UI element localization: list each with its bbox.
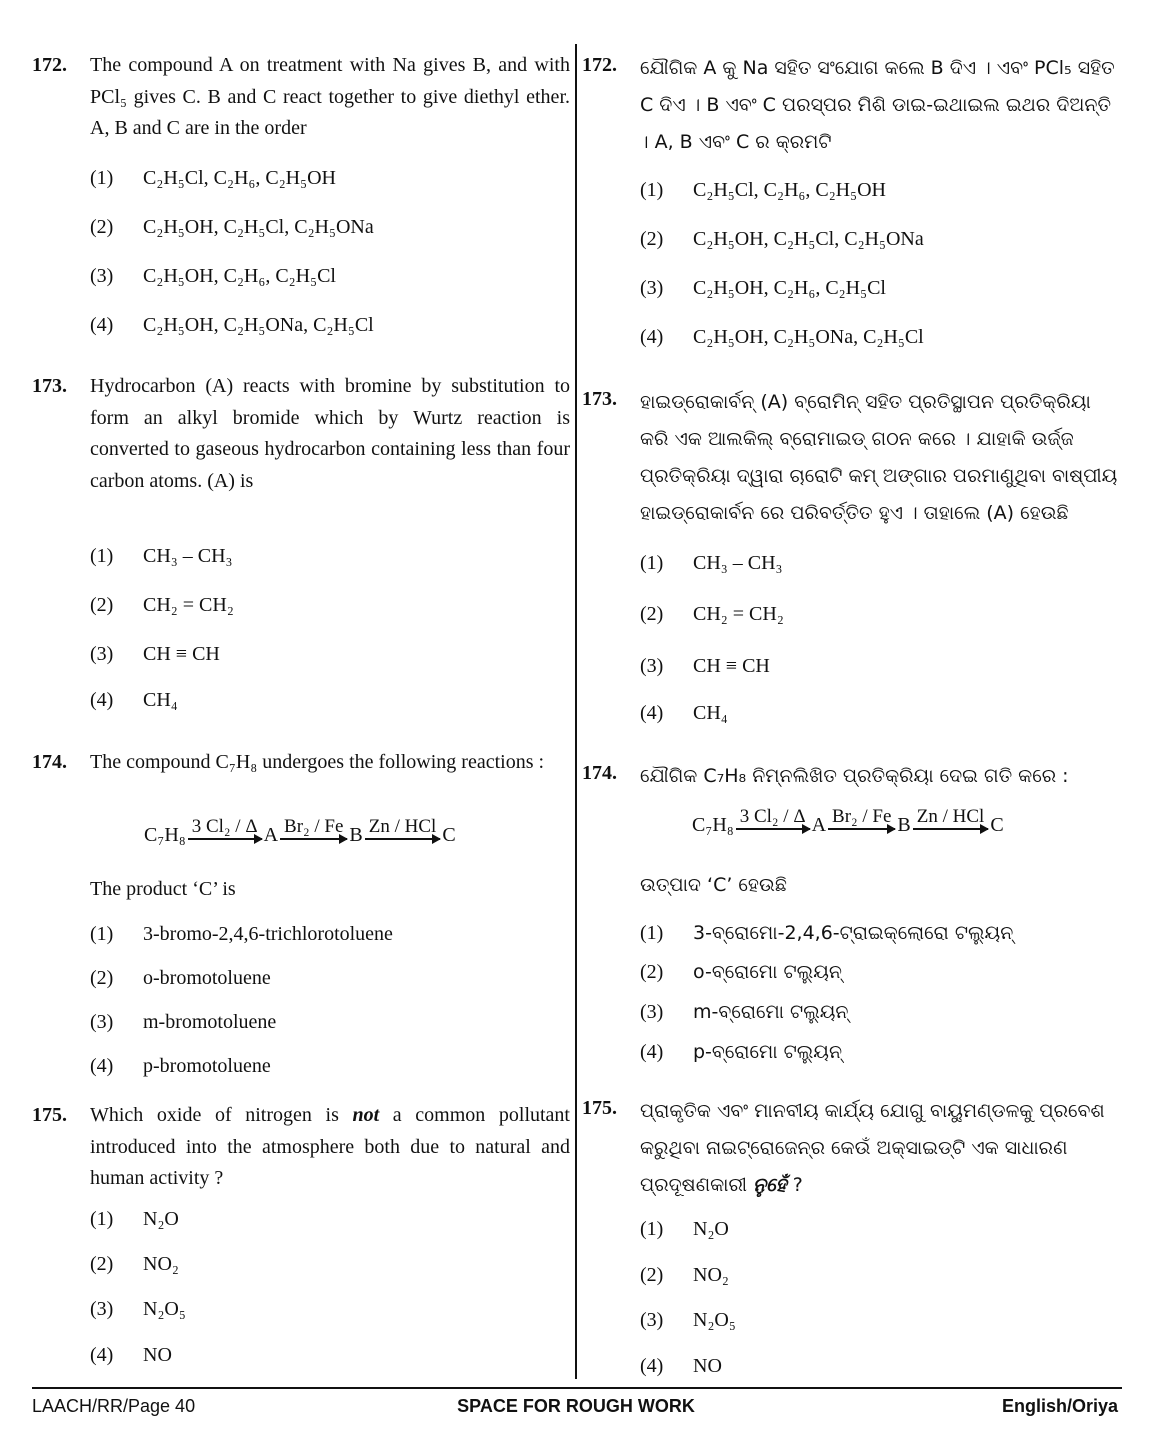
option-175-2-en[interactable]: (2) NO₂	[90, 1253, 179, 1275]
reaction-scheme-or: C₇H₈ 3 Cl₂ / Δ A Br₂ / Fe B Zn / HCl C	[692, 806, 1004, 836]
option-175-4-en[interactable]: (4) NO	[90, 1344, 172, 1366]
question-number: 175.	[32, 1104, 67, 1126]
question-175-en	[32, 1100, 570, 1195]
reaction-arrow: Zn / HCl	[913, 806, 989, 837]
question-number: 172.	[582, 54, 617, 76]
option-173-2-en[interactable]: (2) CH₂ = CH₂	[90, 594, 234, 616]
question-174-en	[32, 747, 570, 779]
option-173-1-en[interactable]: (1) CH₃ – CH₃	[90, 545, 233, 567]
option-172-1-or[interactable]: (1) C₂H₅Cl, C₂H₆, C₂H₅OH	[640, 179, 886, 201]
option-173-4-or[interactable]: (4) CH₄	[640, 702, 728, 724]
question-text: The compound A on treatment with Na gives B, and with PCl₅ gives C. B and C react together to give diethyl ether. A, B and C are in the order	[90, 54, 570, 139]
rough-work-label: SPACE FOR ROUGH WORK	[457, 1396, 695, 1416]
option-175-2-or[interactable]: (2) NO₂	[640, 1264, 729, 1286]
emphasis-not: ନୁହେଁ	[753, 1174, 787, 1196]
question-175-or	[582, 1093, 1120, 1204]
question-text: ଯୌଗିକ C₇H₈ ନିମ୍ନଲିଖିତ ପ୍ରତିକ୍ରିୟା ଦେଇ ଗତି କରେ :	[640, 765, 1069, 787]
option-173-2-or[interactable]: (2) CH₂ = CH₂	[640, 603, 784, 625]
reaction-arrow: Br₂ / Fe	[828, 806, 895, 837]
column-divider	[575, 44, 577, 1379]
question-number: 174.	[582, 762, 617, 784]
option-174-2-or[interactable]: (2) o-ବ୍ରୋମୋ ଟଲ୍ୟୁନ୍	[640, 961, 842, 983]
language-label: English/Oriya	[1001, 1396, 1118, 1416]
question-text: Hydrocarbon (A) reacts with bromine by substitution to form an alkyl bromide which by Wurtz reaction is converted to gaseous hydrocarbon containing less than four carbon atoms. (A) is	[90, 375, 570, 492]
option-172-3-en[interactable]: (3) C₂H₅OH, C₂H₆, C₂H₅Cl	[90, 265, 336, 287]
option-174-4-en[interactable]: (4) p-bromotoluene	[90, 1055, 271, 1077]
reaction-scheme-en: C₇H₈ 3 Cl₂ / Δ A Br₂ / Fe B Zn / HCl C	[144, 816, 456, 846]
page-label: LAACH/RR/Page 40	[32, 1396, 196, 1416]
question-text: The compound C₇H₈ undergoes the following reactions :	[90, 751, 545, 773]
question-number: 173.	[32, 375, 67, 397]
option-174-3-en[interactable]: (3) m-bromotoluene	[90, 1011, 277, 1033]
option-172-3-or[interactable]: (3) C₂H₅OH, C₂H₆, C₂H₅Cl	[640, 277, 886, 299]
option-175-3-or[interactable]: (3) N₂O₅	[640, 1309, 736, 1331]
reaction-arrow: 3 Cl₂ / Δ	[188, 816, 262, 847]
option-175-3-en[interactable]: (3) N₂O₅	[90, 1298, 186, 1320]
option-172-4-or[interactable]: (4) C₂H₅OH, C₂H₅ONa, C₂H₅Cl	[640, 326, 924, 348]
question-text: ହାଇଡ୍ରୋକାର୍ବନ୍ (A) ବ୍ରୋମିନ୍ ସହିତ ପ୍ରତିସ୍ଥାପନ ପ୍ରତିକ୍ରିୟା କରି ଏକ ଆଲକିଲ୍ ବ୍ରୋମାଇଡ୍ ଗଠନ କରେ । ଯାହାକି ଉର୍ଜ୍ଜ ପ୍ରତିକ୍ରିୟା ଦ୍ୱାରା ଚାରୋଟି କମ୍ ଅଙ୍ଗାର ପରମାଣୁଥିବା ବାଷ୍ପୀୟ ହାଇଡ୍ରୋକାର୍ବନ ରେ ପରିବର୍ତ୍ତିତ ହୁଏ । ତାହାଲେ (A) ହେଉଛି	[640, 391, 1118, 524]
option-175-4-or[interactable]: (4) NO	[640, 1355, 722, 1377]
option-172-2-or[interactable]: (2) C₂H₅OH, C₂H₅Cl, C₂H₅ONa	[640, 228, 924, 250]
option-173-4-en[interactable]: (4) CH₄	[90, 689, 178, 711]
question-number: 173.	[582, 388, 617, 410]
question-number: 174.	[32, 751, 67, 773]
option-173-3-en[interactable]: (3) CH ≡ CH	[90, 643, 220, 665]
question-173-en	[32, 371, 570, 497]
reaction-arrow: 3 Cl₂ / Δ	[736, 806, 810, 837]
reaction-arrow: Zn / HCl	[365, 816, 441, 847]
emphasis-not: not	[352, 1104, 380, 1126]
option-172-4-en[interactable]: (4) C₂H₅OH, C₂H₅ONa, C₂H₅Cl	[90, 314, 374, 336]
option-174-2-en[interactable]: (2) o-bromotoluene	[90, 967, 271, 989]
option-175-1-or[interactable]: (1) N₂O	[640, 1218, 729, 1240]
question-number: 175.	[582, 1097, 617, 1119]
question-172-or	[582, 50, 1120, 161]
question-number: 172.	[32, 54, 67, 76]
option-174-1-en[interactable]: (1) 3-bromo-2,4,6-trichlorotoluene	[90, 923, 393, 945]
option-172-2-en[interactable]: (2) C₂H₅OH, C₂H₅Cl, C₂H₅ONa	[90, 216, 374, 238]
question-text: ଯୌଗିକ A କୁ Na ସହିତ ସଂଯୋଗ କଲେ B ଦିଏ । ଏବଂ PCl₅ ସହିତ C ଦିଏ । B ଏବଂ C ପରସ୍ପର ମିଶି ଡାଇ-ଇଥାଇଲ ଇଥର ଦିଅନ୍ତି । A, B ଏବଂ C ର କ୍ରମଟି	[640, 57, 1115, 153]
reaction-arrow: Br₂ / Fe	[280, 816, 347, 847]
question-text: Which oxide of nitrogen is not a common pollutant introduced into the atmosphere both due to natural and human activity ?	[90, 1104, 570, 1189]
question-173-or	[582, 384, 1120, 532]
question-172-en	[32, 50, 570, 145]
option-172-1-en[interactable]: (1) C₂H₅Cl, C₂H₆, C₂H₅OH	[90, 167, 336, 189]
footer-rule	[32, 1387, 1122, 1389]
product-line-or: ଉତ୍ପାଦ ‘C’ ହେଉଛି	[640, 874, 787, 896]
option-173-3-or[interactable]: (3) CH ≡ CH	[640, 655, 770, 677]
option-174-3-or[interactable]: (3) m-ବ୍ରୋମୋ ଟଲ୍ୟୁନ୍	[640, 1001, 849, 1023]
option-174-1-or[interactable]: (1) 3-ବ୍ରୋମୋ-2,4,6-ଟ୍ରାଇକ୍ଲୋରୋ ଟଲ୍ୟୁନ୍	[640, 922, 1014, 944]
option-173-1-or[interactable]: (1) CH₃ – CH₃	[640, 552, 783, 574]
option-174-4-or[interactable]: (4) p-ବ୍ରୋମୋ ଟଲ୍ୟୁନ୍	[640, 1041, 843, 1063]
question-174-or	[582, 758, 1120, 795]
option-175-1-en[interactable]: (1) N₂O	[90, 1208, 179, 1230]
question-text: ପ୍ରାକୃତିକ ଏବଂ ମାନବୀୟ କାର୍ଯ୍ୟ ଯୋଗୁ ବାୟୁମଣ୍ଡଳକୁ ପ୍ରବେଶ କରୁଥିବା ନାଇଟ୍ରୋଜେନ୍‌ର କେଉଁ ଅକ୍ସାଇଡ୍‌ଟି ଏକ ସାଧାରଣ ପ୍ରଦୂଷଣକାରୀ ନୁହେଁ ?	[640, 1100, 1105, 1196]
product-line-en: The product ‘C’ is	[90, 878, 236, 900]
